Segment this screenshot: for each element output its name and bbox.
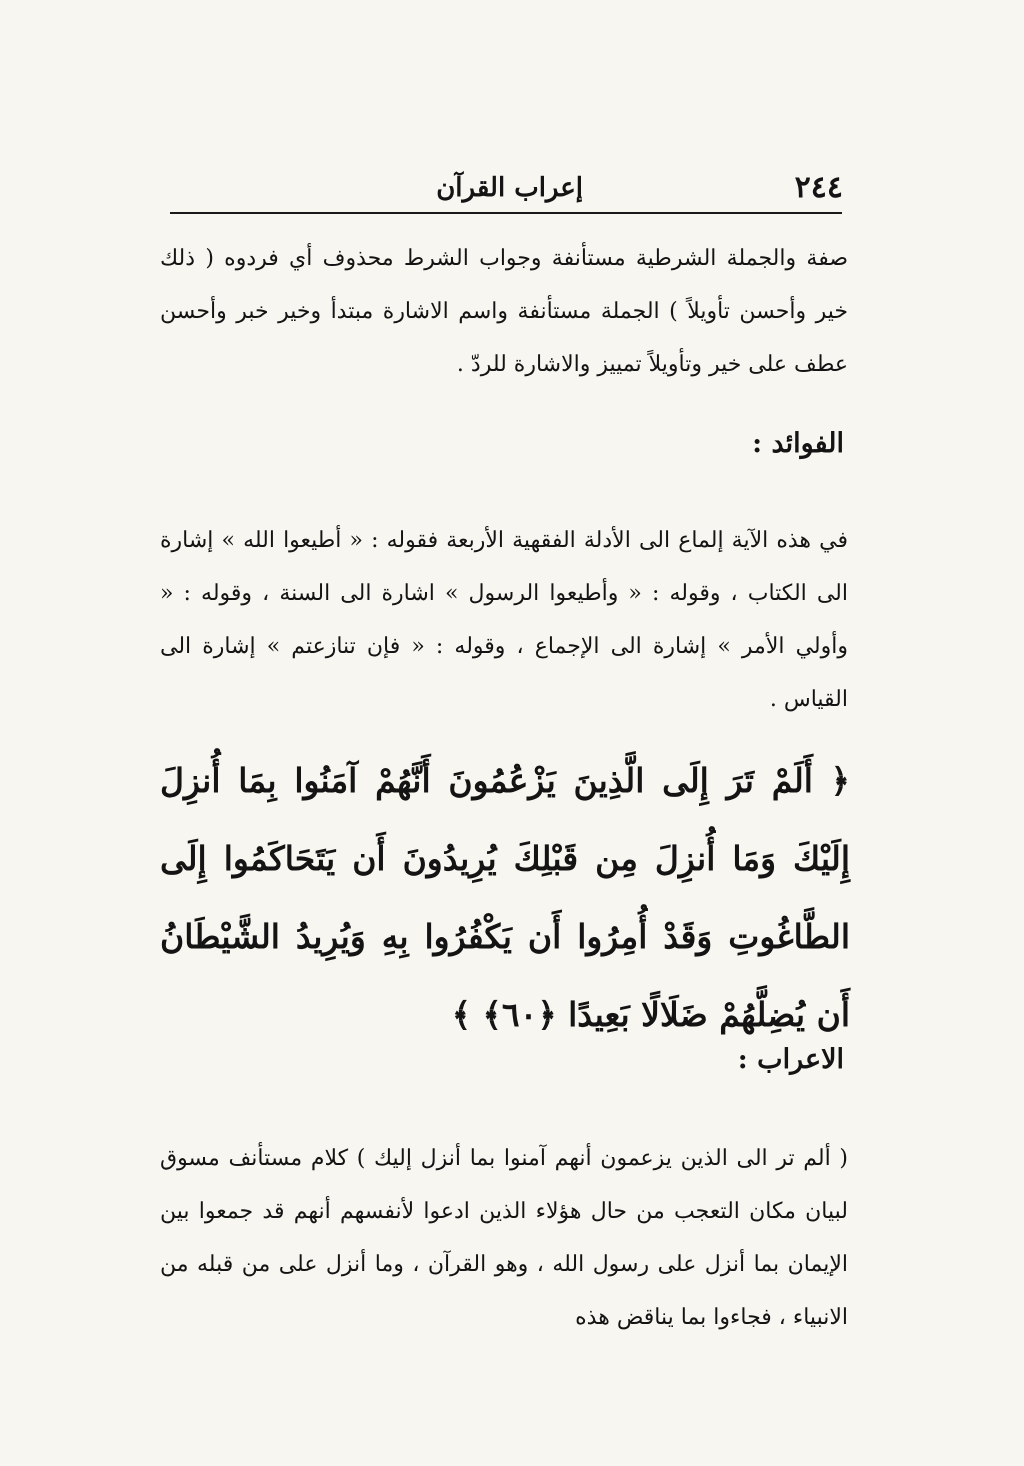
running-title: إعراب القرآن <box>436 173 583 203</box>
quran-verse: ﴿ أَلَمْ تَرَ إِلَى الَّذِينَ يَزْعُمُونَ أَنَّهُمْ آمَنُوا بِمَا أُنزِلَ إِلَيْكَ وَمَا أُنزِلَ مِن قَبْلِكَ يُرِيدُونَ أَن يَتَحَاكَمُوا إِلَى الطَّاغُوتِ وَقَدْ أُمِرُوا أَن يَكْفُرُوا بِهِ وَيُرِيدُ الشَّيْطَانُ أَن يُضِلَّهُمْ ضَلَالًا بَعِيدًا ﴿٦٠﴾ ﴾ <box>160 761 850 1034</box>
header-rule <box>170 212 842 214</box>
irab-heading: الاعراب : <box>737 1044 844 1075</box>
intro-paragraph: صفة والجملة الشرطية مستأنفة وجواب الشرط محذوف أي فردوه ( ذلك خير وأحسن تأويلاً ) الجملة مستأنفة واسم الاشارة مبتدأ وخير خبر وأحسن عطف على خير وتأويلاً تمييز والاشارة للردّ . <box>160 246 848 377</box>
irab-paragraph: ( ألم تر الى الذين يزعمون أنهم آمنوا بما أنزل إليك ) كلام مستأنف مسوق لبيان مكان التعجب من حال هؤلاء الذين ادعوا لأنفسهم أنهم قد جمعوا بين الإيمان بما أنزل على رسول الله ، وهو القرآن ، وما أنزل على من قبله من الانبياء ، فجاءوا بما يناقض هذه <box>160 1146 848 1330</box>
page-number: ٢٤٤ <box>794 170 843 205</box>
fawaid-heading: الفوائد : <box>752 428 844 459</box>
page-header <box>168 170 843 210</box>
fawaid-paragraph: في هذه الآية إلماع الى الأدلة الفقهية الأربعة فقوله : « أطيعوا الله » إشارة الى الكتاب ، وقوله : « وأطيعوا الرسول » اشارة الى السنة ، وقوله : « وأولي الأمر » إشارة الى الإجماع ، وقوله : « فإن تنازعتم » إشارة الى القياس . <box>160 528 848 712</box>
